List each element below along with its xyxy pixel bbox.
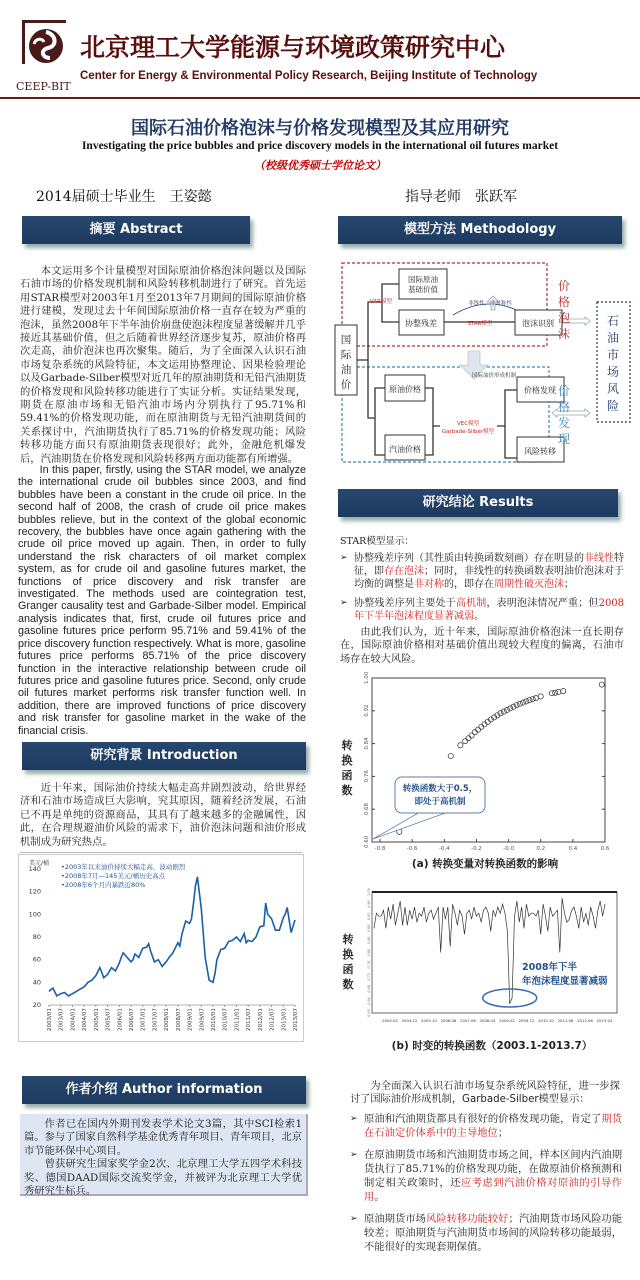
- x-tick-label: 2009/07: [199, 1008, 206, 1031]
- gs-intro: 为全面深入认识石油市场复杂系统风险特征，进一步探讨了国际油价形成机制，Garbade-Silber模型显示：: [350, 1081, 620, 1106]
- y-tick-label: 0.64: [367, 997, 371, 1005]
- text-span: 原油期货市场: [364, 1213, 426, 1225]
- diagram-root-char: 际: [340, 349, 352, 361]
- y-tick-label: 0.80: [367, 948, 371, 957]
- y-tick-label: 80: [32, 933, 41, 941]
- dip-annotation: 年泡沫程度显著减弱: [522, 976, 608, 987]
- ceep-logo-icon: [26, 26, 66, 66]
- result-bullet-1: [340, 552, 624, 591]
- market-risk-char: 险: [606, 399, 620, 413]
- section-header-results: 研究结论 Results: [338, 489, 618, 517]
- advisor-line: 指导老师 张跃军: [405, 189, 517, 205]
- x-tick-label: 2013/07: [293, 1008, 299, 1031]
- text-span: ，表明泡沫情况严重；但: [486, 598, 599, 609]
- highlight-text: 高机制: [455, 598, 487, 609]
- x-tick-label: 0.2: [536, 846, 546, 852]
- text-span: ；同时，非线性的转换函数表明油价泡沫对于均衡的调整是: [354, 566, 624, 590]
- x-tick-label: 2012/01: [257, 1008, 264, 1031]
- author-line: 2014届硕士毕业生 王姿懿: [36, 189, 212, 205]
- gs-result-bullet: [350, 1148, 622, 1204]
- gs-result-bullet: [350, 1112, 622, 1140]
- crude-price-box: 原油价格: [389, 385, 421, 394]
- base-value-box: 国际原油基础价值: [408, 275, 438, 294]
- market-risk-char: 风: [606, 382, 620, 396]
- y-tick-label: 140: [28, 865, 41, 873]
- poster-title-en: Investigating the price bubbles and price discovery models in the international oil futures market: [81, 140, 559, 152]
- x-tick-label: 2006/07: [129, 1008, 135, 1031]
- x-tick-label: 2007/01: [140, 1008, 147, 1031]
- bubble-group-char: 格: [557, 295, 571, 309]
- chart-a-ylabel: 转换函数: [341, 739, 353, 797]
- award-note: （校级优秀硕士学位论文）: [254, 159, 386, 172]
- gasoline-price-box: 汽油价格: [389, 445, 421, 454]
- oil-price-chart: [18, 854, 304, 1042]
- x-tick-label: 2011/07: [246, 1008, 253, 1031]
- x-tick-label: 2007.06: [460, 1018, 476, 1023]
- x-tick-label: 2006.08: [440, 1018, 457, 1023]
- y-tick-label: 0.88: [367, 924, 371, 933]
- x-tick-label: -0.6: [406, 846, 418, 852]
- x-tick-label: 2009.12: [518, 1018, 535, 1023]
- y-tick-label: 1.00: [367, 888, 371, 896]
- diagram-root-char: 价: [340, 379, 352, 391]
- x-tick-label: 2005/01: [93, 1008, 100, 1031]
- author-info-box: [20, 1114, 308, 1196]
- section-header-methodology: 模型方法 Methodology: [338, 216, 622, 244]
- y-tick-label: 0.68: [364, 802, 370, 816]
- x-tick-label: 2008/07: [175, 1008, 182, 1031]
- text-span: 。: [374, 1191, 385, 1203]
- text-span: 协整残差序列（其性质由转换函数刻画）存在明显的: [354, 553, 584, 564]
- oil-price-chart-svg: [19, 855, 305, 1043]
- gs-result-bullet: [350, 1212, 622, 1254]
- y-tick-label: 0.60: [364, 835, 370, 848]
- diagram-root-char: 油: [340, 364, 352, 376]
- y-tick-label: 1.00: [364, 671, 370, 684]
- callout-text: 即处于高机制: [414, 797, 466, 807]
- plot-frame: [372, 892, 617, 1013]
- star-heading: STAR模型显示：: [340, 536, 414, 547]
- plot-frame: [372, 678, 605, 842]
- introduction-text: 近十年来，国际油价持续大幅走高并剧烈波动，给世界经济和石油市场造成巨大影响，究其原因，随着经济发展，石油已不再是单纯的资源商品，其具有了越来越多的金融属性，因此，在合理规避油价风险的需求下，油价泡沫问题和油价形成机制成为研究热点。: [20, 782, 306, 848]
- x-tick-label: 2007/07: [152, 1008, 159, 1031]
- y-tick-label: 0.60: [367, 1009, 371, 1017]
- x-tick-label: 2013/01: [281, 1008, 288, 1031]
- market-risk-char: 石: [606, 314, 620, 328]
- highlight-text: 风险转移功能较好: [425, 1213, 509, 1225]
- institution-name-cn: 北京理工大学能源与环境政策研究中心: [80, 33, 506, 62]
- discovery-group-char: 发: [557, 416, 571, 430]
- x-tick-label: 2011/01: [234, 1008, 241, 1031]
- star-model-label: STAR模型: [467, 321, 493, 327]
- x-tick-label: -0.8: [374, 846, 386, 852]
- nonlinear-label: 非线性、非对称性: [467, 301, 513, 307]
- highlight-text: 应考虑到汽油价格对原油的引导作用: [364, 1177, 623, 1203]
- x-tick-label: 2012.06: [577, 1018, 593, 1023]
- y-tick-label: 40: [32, 978, 41, 987]
- highlight-text: 非对称: [414, 579, 444, 590]
- chart-annotation: •2003年以来油价持续大幅走高，波动剧烈: [61, 863, 186, 871]
- market-risk-char: 市: [606, 348, 620, 362]
- text-span: 特征，即: [354, 553, 624, 577]
- x-tick-label: 2010/07: [222, 1008, 229, 1031]
- x-tick-label: -0.4: [438, 846, 450, 852]
- bubble-group-char: 价: [557, 279, 571, 293]
- x-tick-label: 2006/01: [117, 1008, 124, 1031]
- y-tick-label: 60: [32, 955, 41, 964]
- y-tick-label: 0.84: [367, 936, 371, 945]
- x-tick-label: 2011.08: [557, 1018, 574, 1023]
- oil-price-line: [49, 877, 295, 996]
- bubble-id-box: 泡沫识别: [522, 319, 554, 328]
- text-span: 的，即存在: [444, 579, 494, 590]
- x-tick-label: 2010.10: [538, 1018, 554, 1023]
- y-tick-label: 0.76: [367, 960, 371, 969]
- discovery-group-char: 现: [557, 432, 571, 446]
- x-tick-label: -0.0: [503, 846, 514, 852]
- x-tick-label: 2009.02: [499, 1018, 515, 1023]
- logo-text: CEEP-BIT: [16, 80, 71, 93]
- bubble-group-char: 泡: [557, 311, 571, 325]
- text-span: ；: [564, 579, 574, 590]
- header-divider: [0, 97, 640, 99]
- market-risk-char: 油: [606, 331, 620, 345]
- y-tick-label: 20: [32, 1001, 41, 1009]
- x-tick-label: 2009/01: [187, 1008, 194, 1031]
- highlight-text: 非线性: [584, 553, 614, 564]
- x-tick-label: 2013.04: [596, 1018, 613, 1023]
- callout-text: 转换函数大于0.5，: [402, 784, 478, 794]
- author-info-p1: 作者已在国内外期刊发表学术论文3篇，其中SCI检索1篇。参与了国家自然科学基金优秀青年项目、青年项目，北京市节能环保中心项目。: [24, 1118, 303, 1157]
- x-tick-label: 2004/01: [70, 1008, 77, 1031]
- y-tick-label: 0.92: [367, 912, 371, 921]
- y-axis-unit: 美元/桶: [29, 860, 50, 867]
- text-span: 。: [474, 611, 484, 622]
- star-results-list: [340, 552, 624, 629]
- y-tick-label: 0.76: [364, 770, 370, 783]
- x-tick-label: 0.6: [600, 846, 610, 852]
- section-header-abstract: 摘要 Abstract: [22, 216, 250, 244]
- vec-model-label: VEC模型: [456, 421, 480, 427]
- y-tick-label: 0.96: [367, 900, 371, 909]
- text-span: ；: [497, 1127, 509, 1139]
- highlight-text: 周期性破灭泡沫: [494, 579, 564, 590]
- highlight-text: 2008年下半年泡沫程度显著减弱: [354, 598, 625, 622]
- highlight-text: 期货在石油定价体系中的主导地位: [364, 1113, 623, 1139]
- dip-annotation: 2008年下半: [522, 962, 577, 973]
- poster-title-cn: 国际石油价格泡沫与价格发现模型及其应用研究: [131, 118, 509, 139]
- divider: [20, 852, 302, 853]
- gs-results-list: [350, 1112, 622, 1262]
- chart-annotation: •2008年6个月内暴跌近80%: [61, 881, 146, 889]
- diagram-root-char: 国: [340, 334, 352, 346]
- x-tick-label: 2008.04: [479, 1018, 496, 1023]
- x-tick-label: 2005.10: [421, 1018, 437, 1023]
- discovery-group-char: 价: [557, 384, 571, 398]
- y-tick-label: 0.84: [364, 737, 370, 750]
- chart-a-caption: (a) 转换变量对转换函数的影响: [411, 858, 559, 870]
- gs-model-label: Garbade-Silber模型: [441, 429, 495, 435]
- price-discovery-box: 价格发现: [524, 386, 556, 395]
- results-conclusion: 由此我们认为，近十年来，国际原油价格泡沫一直长期存在，国际原油价格相对基础价值出现较大程度的偏离，石油市场存在较大风险。: [340, 627, 624, 665]
- market-risk-char: 场: [606, 365, 620, 379]
- chart-b-ylabel: 转换函数: [342, 933, 354, 991]
- text-span: 原油和汽油期货都具有很好的价格发现功能，肯定了: [364, 1113, 602, 1125]
- text-span: 在原油期货市场和汽油期货市场之间，样本区间内汽油期货执行了85.71%的价格发现功能，在做原油价格预测和制定相关政策时，还: [364, 1149, 622, 1189]
- x-tick-label: 2005/07: [105, 1008, 112, 1031]
- coint-resid-box: 协整残差: [405, 319, 437, 328]
- x-tick-label: 2004.02: [382, 1018, 398, 1023]
- x-tick-label: 2008/01: [164, 1008, 171, 1031]
- methodology-diagram: [330, 255, 635, 465]
- x-tick-label: 0.4: [568, 846, 578, 852]
- var-model-label: VAR模型: [370, 299, 392, 305]
- x-tick-label: 2004.12: [401, 1018, 418, 1023]
- y-tick-label: 120: [28, 887, 41, 896]
- x-tick-label: -0.2: [471, 846, 482, 852]
- abstract-en: In this paper, firstly, using the STAR model, we analyze the international crude oil bubbles since 2003, and find bubbles have been a constant in the crude oil price. In the second half of 2008, the crash of crude oil price makes bubbles relieve, but in the context of the global economic recovery, the bubbles have once again gathering with the crude oil price moved up again. Then, in order to fully understand the risk characters of oil market complex system, as for crude oil and gasoline futures market, the functions of price discovery and risk transfer are investigated. The methods used are cointegration test, Granger causality test and Garbade-Silber model. Empirical analysis indicates that, first, crude oil futures price and gasoline futures price perform 95.71% and 59.41% of the price discovery function respectively. What is more, gasoline futures price performs 85.71% of the price discovery function in the interactive relationship between crude oil futures price and gasoline futures price. Second, only crude oil futures market performs risk transfer function well. In addition, there are improved functions of price discovery and risk transfer for gasoline market in the wake of the financial crisis.: [18, 464, 306, 737]
- y-tick-label: 0.68: [367, 985, 371, 993]
- mechanism-label: 国际油价形成机制: [471, 373, 517, 379]
- result-bullet-2: [340, 597, 624, 623]
- text-span: ；汽油期货市场风险功能较差；原油期货与汽油期货市场间的风险转移功能最弱，不能很好的实现套期保值。: [364, 1213, 623, 1253]
- time-varying-transition-chart: [362, 888, 622, 1026]
- discovery-group-char: 格: [557, 400, 571, 414]
- chart-b-caption: (b) 时变的转换函数（2003.1-2013.7）: [391, 1040, 593, 1052]
- abstract-cn: 本文运用多个计量模型对国际原油价格泡沫问题以及国际石油市场的价格发现机制和风险转移机制进行了研究。首先运用STAR模型对2003年1月至2013年7月期间的国际原油价格进行建模，发现过去十年间国际原油价格一直存在较为严重的泡沫，虽然2008年下半年油价崩盘使泡沫程度显著缓解并几乎接近其基础价值，但之后随着世界经济逐步复苏，原油价格再次走高，油价泡沫也再次聚集。随后，为了全面深入认识石油市场复杂系统的风险特征，本文运用协整理论、因果检验理论以及Garbade-Silber模型对近几年的原油期货和无铅汽油期货的价格发现和风险转移功能进行了实证分析。实证结果发现，期货在原油市场和无铅汽油市场内分别执行了95.71%和59.41%的价格发现功能，而在原油期货与无铅汽油期货间的关系探讨中，汽油期货执行了85.71%的价格发现功能；风险转移功能方面只有原油期货表现很好；此外，金融危机爆发后，汽油期货在价格发现和风险转移两方面功能都有所增强。: [20, 265, 306, 465]
- y-tick-label: 0.92: [364, 704, 370, 717]
- author-info-p2: 曾获研究生国家奖学金2次、北京理工大学五四学术科技奖、德国DAAD国际交流奖学金，并被评为北京理工大学优秀研究生标兵。: [24, 1158, 302, 1198]
- y-tick-label: 0.72: [367, 972, 371, 981]
- risk-transfer-box: 风险转移: [524, 447, 556, 456]
- bubble-group-char: 沫: [557, 327, 571, 341]
- x-tick-label: 2010/01: [211, 1008, 217, 1031]
- y-tick-label: 100: [28, 910, 41, 919]
- x-tick-label: 2003/07: [58, 1008, 65, 1031]
- x-tick-label: 2012/07: [269, 1008, 276, 1031]
- highlight-text: 存在泡沫: [384, 566, 424, 577]
- chart-annotation: •2008年7月—145美元/桶历史高点: [61, 872, 166, 880]
- x-tick-label: 2004/07: [82, 1008, 89, 1031]
- transition-function-scatter: [360, 670, 615, 855]
- institution-name-en: Center for Energy & Environmental Policy Research, Beijing Institute of Technology: [80, 70, 538, 82]
- section-header-author-info: 作者介绍 Author information: [22, 1076, 306, 1104]
- text-span: 协整残差序列主要处于: [354, 598, 456, 609]
- section-header-introduction: 研究背景 Introduction: [22, 742, 306, 770]
- x-tick-label: 2003/01: [47, 1008, 53, 1031]
- callout-bubble: [395, 777, 485, 813]
